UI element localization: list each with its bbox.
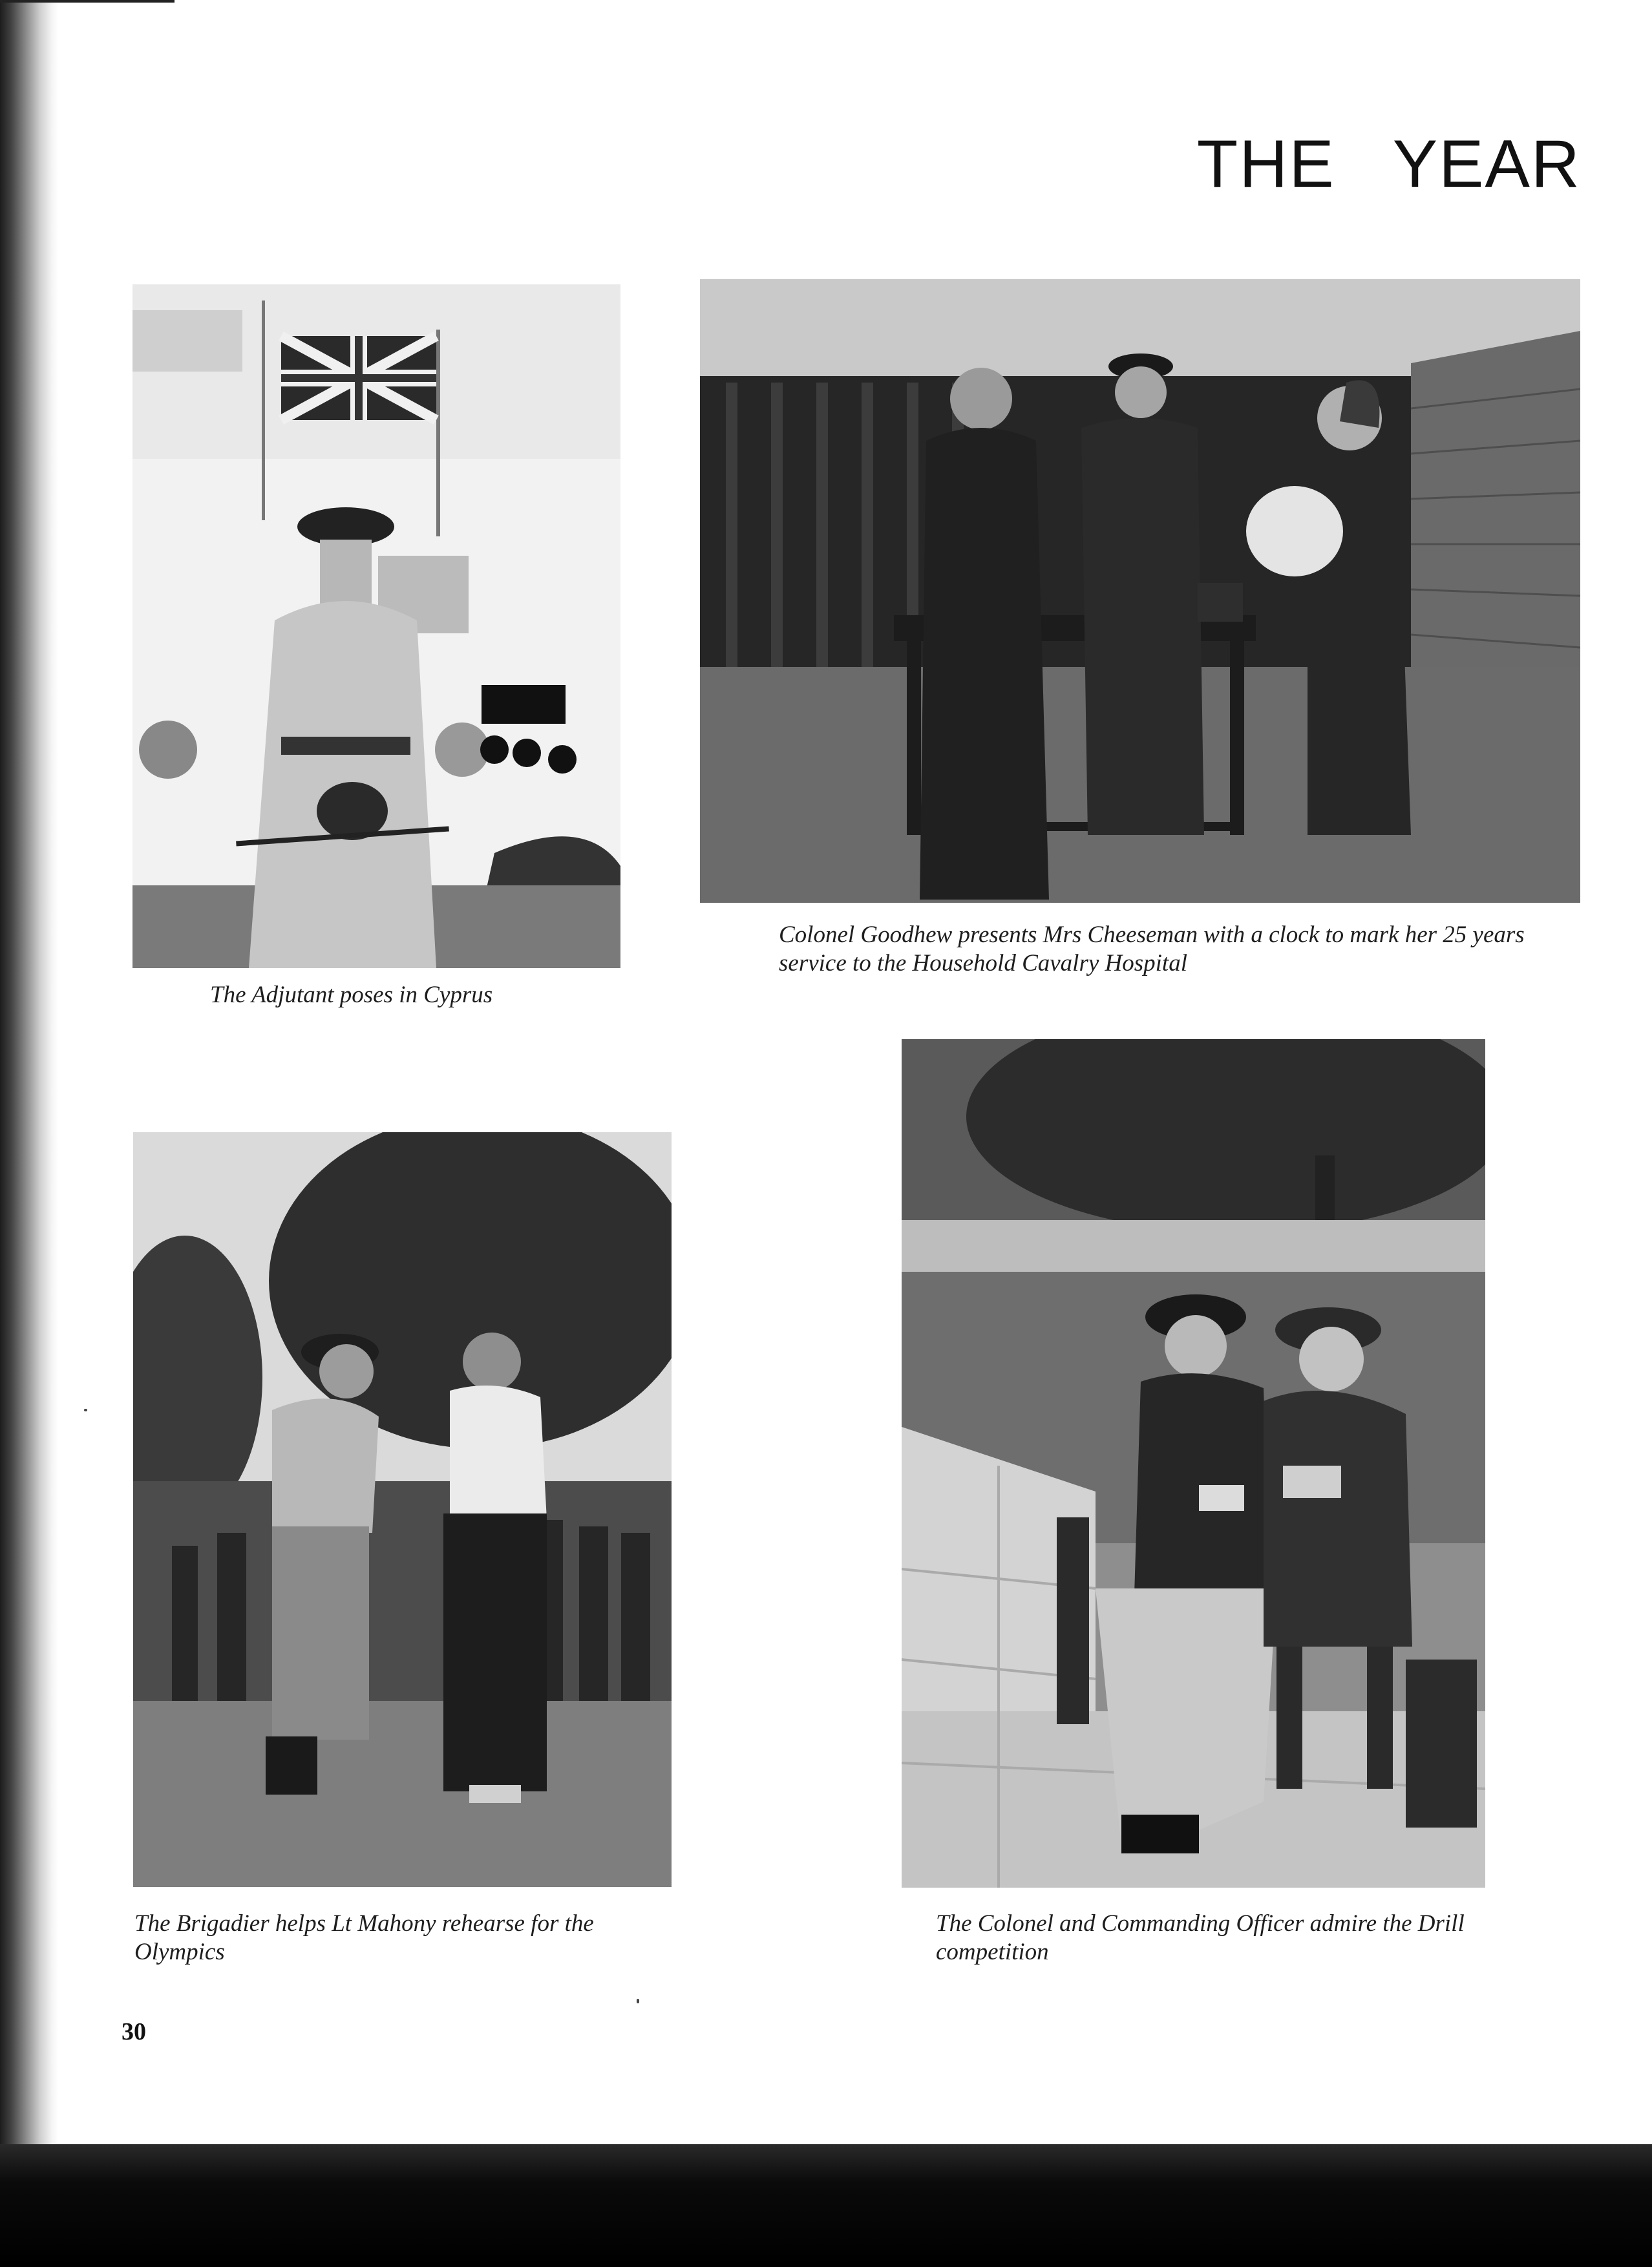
photo-clock-presentation-image	[700, 279, 1580, 903]
caption-olympics-rehearsal: The Brigadier helps Lt Mahony rehearse for the Olympics	[134, 1910, 594, 1965]
section-title: THE YEAR	[1196, 127, 1581, 202]
photo-clock-presentation	[700, 279, 1580, 903]
print-speck	[637, 1999, 639, 2003]
photo-olympics-rehearsal-image	[133, 1132, 672, 1887]
page-number: 30	[122, 2018, 146, 2045]
photo-drill-competition-image	[902, 1039, 1485, 1888]
caption-clock-presentation: Colonel Goodhew presents Mrs Cheeseman with a clock to mark her 25 years service to the Household Cavalry Hospital	[779, 922, 1525, 976]
top-rule	[0, 0, 175, 3]
photo-drill-competition	[902, 1039, 1485, 1888]
photo-adjutant-cyprus-image	[132, 284, 620, 968]
caption-adjutant-cyprus: The Adjutant poses in Cyprus	[210, 982, 493, 1008]
caption-drill-competition: The Colonel and Commanding Officer admire the Drill competition	[936, 1910, 1465, 1965]
binding-shadow	[0, 0, 58, 2146]
print-speck	[84, 1409, 87, 1411]
photo-adjutant-cyprus	[132, 284, 620, 968]
photo-olympics-rehearsal	[133, 1132, 672, 1887]
bottom-dark-band	[0, 2144, 1652, 2267]
